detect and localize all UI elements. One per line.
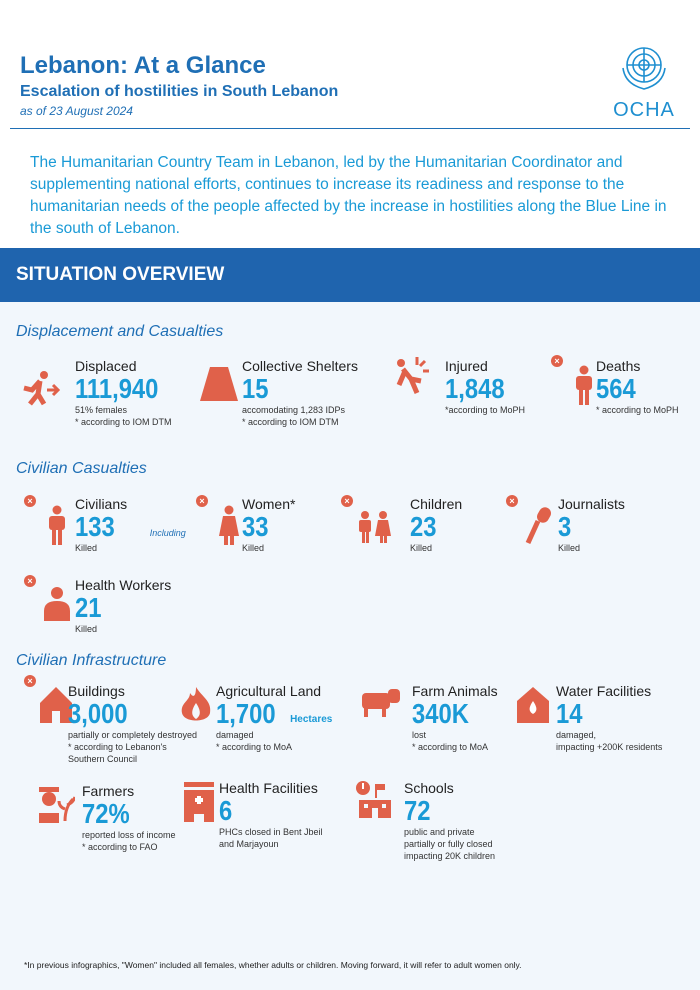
- page-title: Lebanon: At a Glance: [20, 52, 266, 79]
- stat-label: Children: [410, 496, 463, 512]
- section-title-infrastructure: Civilian Infrastructure: [16, 652, 167, 669]
- stat-label: Displaced: [75, 358, 137, 374]
- stat-card: [558, 496, 625, 554]
- children-icon: [355, 505, 395, 545]
- x-circle-icon: ×: [341, 495, 353, 507]
- stat-card: [242, 496, 295, 554]
- stat-value: 6: [219, 795, 233, 826]
- stat-value: 3: [558, 511, 572, 542]
- stat-card: [445, 358, 525, 416]
- section-title-casualties: Civilian Casualties: [16, 460, 147, 477]
- stat-unit: Hectares: [290, 714, 333, 725]
- stat-card: [219, 780, 323, 850]
- school-icon: [355, 780, 395, 820]
- stat-card: [556, 683, 662, 753]
- section-title-displacement: Displacement and Casualties: [16, 323, 224, 340]
- stat-label: Farmers: [82, 783, 135, 799]
- x-circle-icon: ×: [24, 575, 36, 587]
- stat-label: Schools: [404, 780, 454, 796]
- stat-note: 51% females: [75, 405, 128, 415]
- un-emblem-icon: [617, 38, 671, 92]
- stat-note: * according to MoA: [412, 742, 489, 752]
- stat-note: Killed: [410, 543, 433, 553]
- falling-person-icon: [395, 355, 435, 395]
- stat-note: *according to MoPH: [445, 405, 526, 415]
- x-circle-icon: ×: [24, 495, 36, 507]
- stat-note: Killed: [558, 543, 581, 553]
- x-circle-icon: ×: [551, 355, 563, 367]
- stat-note: partially or fully closed: [404, 839, 493, 849]
- stat-note: impacting +200K residents: [556, 742, 663, 752]
- stat-note: accomodating 1,283 IDPs: [242, 405, 346, 415]
- stat-label: Women*: [242, 496, 296, 512]
- stat-label: Agricultural Land: [216, 683, 322, 699]
- divider: [10, 128, 690, 129]
- stat-value: 111,940: [75, 373, 159, 404]
- stat-note: * according to FAO: [82, 842, 158, 852]
- cow-icon: [362, 685, 402, 725]
- report-date: as of 23 August 2024: [20, 104, 133, 118]
- stat-value: 21: [75, 592, 102, 623]
- x-circle-icon: ×: [506, 495, 518, 507]
- stat-label: Water Facilities: [556, 683, 652, 699]
- stat-label: Injured: [445, 358, 488, 374]
- stat-value: 15: [242, 373, 269, 404]
- page-subtitle: Escalation of hostilities in South Lebanon: [20, 83, 339, 100]
- stat-label: Journalists: [558, 496, 625, 512]
- stat-note: Killed: [242, 543, 265, 553]
- stat-value: 14: [556, 698, 583, 729]
- stat-note: Killed: [75, 624, 98, 634]
- stat-note: * according to IOM DTM: [75, 417, 172, 427]
- stat-label: Buildings: [68, 683, 125, 699]
- microphone-icon: [520, 505, 560, 545]
- stat-note: Southern Council: [68, 754, 138, 764]
- stat-note: partially or completely destroyed: [68, 730, 198, 740]
- stat-value: 3,000: [68, 698, 128, 729]
- stat-card: [75, 577, 171, 635]
- health-worker-icon: [38, 585, 78, 625]
- stat-note: damaged: [216, 730, 254, 740]
- stat-note: and Marjayoun: [219, 839, 279, 849]
- stat-label: Farm Animals: [412, 683, 498, 699]
- stat-note: reported loss of income: [82, 830, 176, 840]
- fire-icon: [178, 685, 218, 725]
- stat-note: impacting 20K children: [404, 851, 496, 861]
- x-circle-icon: ×: [24, 675, 36, 687]
- stat-label: Civilians: [75, 496, 128, 512]
- stat-card: [412, 683, 498, 753]
- logo-text: OCHA: [613, 99, 675, 121]
- stat-label: Health Workers: [75, 577, 172, 593]
- stat-value: 1,700: [216, 698, 276, 729]
- farmer-icon: [35, 785, 75, 825]
- stat-value: 72: [404, 795, 431, 826]
- stat-note: PHCs closed in Bent Jbeil: [219, 827, 323, 837]
- water-drop-house-icon: [515, 685, 555, 725]
- stat-value: 33: [242, 511, 269, 542]
- stat-note: damaged,: [556, 730, 597, 740]
- stat-card: [596, 358, 679, 416]
- stat-note: Killed: [75, 543, 98, 553]
- walking-person-icon: [20, 370, 60, 410]
- tent-icon: [200, 365, 240, 405]
- hospital-icon: [180, 782, 220, 822]
- stat-value: 1,848: [445, 373, 505, 404]
- stat-note: public and private: [404, 827, 475, 837]
- stat-card: [75, 358, 173, 428]
- stat-card: [404, 780, 495, 862]
- stat-note: * according to Lebanon's: [68, 742, 167, 752]
- stat-note: * according to MoA: [216, 742, 293, 752]
- stat-value: 340K: [412, 698, 469, 729]
- stat-card: [82, 783, 176, 853]
- stat-value: 72%: [82, 798, 130, 829]
- stat-note: * according to MoPH: [596, 405, 679, 415]
- stat-note: lost: [412, 730, 427, 740]
- stat-card: [75, 496, 186, 554]
- stat-value: 133: [75, 511, 115, 542]
- stat-label: Health Facilities: [219, 780, 318, 796]
- stat-card: [242, 358, 358, 428]
- stat-extra: Including: [149, 528, 186, 538]
- ocha-logo: [604, 38, 684, 122]
- intro-text: The Humanitarian Country Team in Lebanon, led by the Humanitarian Coordinator and supplementing national efforts, continues to increase its readiness and response to the humanitarian needs of the people affected by the increase in hostilities along the Blue Line in the south of Lebanon.: [30, 154, 667, 237]
- stat-card: [216, 683, 332, 753]
- footnote: *In previous infographics, "Women" included all females, whether adults or children. Moving forward, it will refer to adult women only.: [24, 960, 522, 970]
- person-icon: [38, 505, 78, 545]
- stat-label: Deaths: [596, 358, 641, 374]
- x-circle-icon: ×: [196, 495, 208, 507]
- stat-label: Collective Shelters: [242, 358, 358, 374]
- stat-value: 23: [410, 511, 437, 542]
- section-bar: SITUATION OVERVIEW: [0, 248, 700, 302]
- stat-note: * according to IOM DTM: [242, 417, 339, 427]
- stat-value: 564: [596, 373, 636, 404]
- stat-card: [410, 496, 462, 554]
